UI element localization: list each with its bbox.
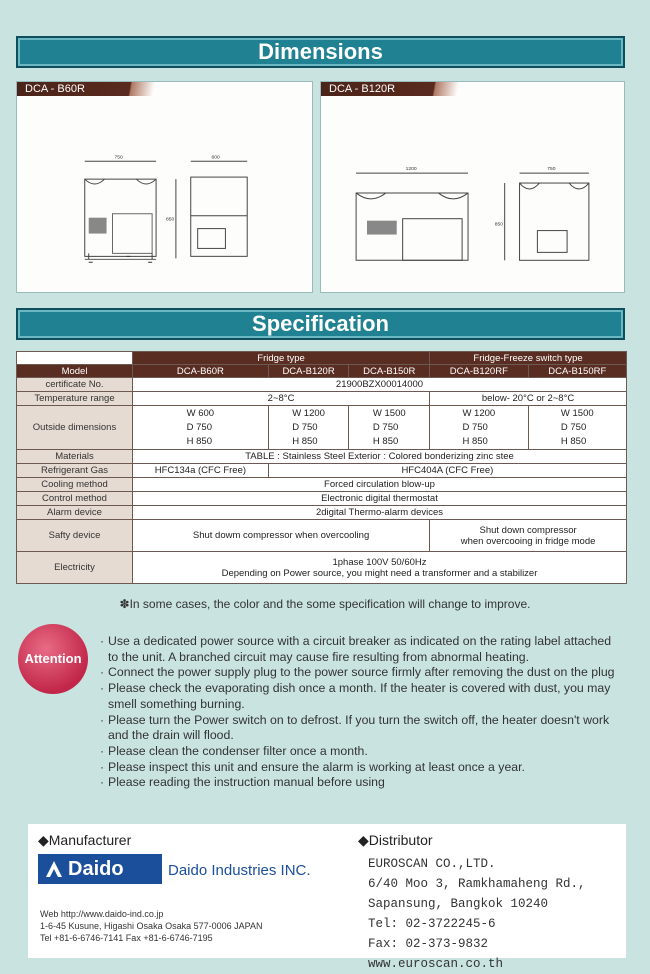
- distributor-line: Sapansung, Bangkok 10240: [368, 897, 549, 911]
- list-item: · Use a dedicated power source with a circuit breaker as indicated on the rating label attached to the unit. A branched circuit may cause fire resulting from abnormal heating.: [100, 634, 620, 665]
- list-item: · Please turn the Power switch on to defrost. If you turn the switch off, the heater doesn't work and the drain will flood.: [100, 713, 620, 744]
- phone-line: Tel +81-6-6746-7141 Fax +81-6-6746-7195: [40, 933, 213, 943]
- distributor-line: EUROSCAN CO.,LTD.: [368, 857, 496, 871]
- dims-cell: W 1200 D 750 H 850: [430, 406, 528, 450]
- dim-label: 1200: [405, 167, 417, 173]
- control-value: Electronic digital thermostat: [133, 492, 627, 506]
- gas-a: HFC134a (CFC Free): [133, 464, 269, 478]
- row-label: Electricity: [17, 552, 133, 584]
- b120r-diagram: [321, 82, 624, 292]
- cooling-value: Forced circulation blow-up: [133, 478, 627, 492]
- cert-value: 21900BZX00014000: [133, 378, 627, 392]
- attention-badge: Attention: [18, 624, 88, 694]
- dims-cell: W 1200 D 750 H 850: [268, 406, 349, 450]
- web-line: Web http://www.daido-ind.co.jp: [40, 909, 164, 919]
- temp-fridge: 2~8°C: [133, 392, 430, 406]
- distributor-line: www.euroscan.co.th: [368, 957, 504, 971]
- row-label: Control method: [17, 492, 133, 506]
- row-label: Outside dimensions: [17, 406, 133, 450]
- model-cell: DCA-B120R: [268, 365, 349, 378]
- distributor-address: [368, 854, 586, 974]
- gas-b: HFC404A (CFC Free): [268, 464, 626, 478]
- safety-a: Shut dowm compressor when overcooling: [133, 520, 430, 552]
- distributor-title: ◆Distributor: [358, 832, 433, 848]
- model-tab: DCA - B60R: [17, 82, 177, 96]
- manufacturer-box: [28, 824, 348, 958]
- distributor-line: 6/40 Moo 3, Ramkhamaheng Rd.,: [368, 877, 586, 891]
- list-item: · Please check the evaporating dish once a month. If the heater is covered with dust, you may smell something burning.: [100, 681, 620, 712]
- safety-b: Shut down compressor when overcooing in fridge mode: [430, 520, 627, 552]
- row-label: Refrigerant Gas: [17, 464, 133, 478]
- list-item: · Connect the power supply plug to the power source firmly after removing the dust on the plug: [100, 665, 620, 681]
- row-label: Safty device: [17, 520, 133, 552]
- dimension-panel-b60r: [16, 81, 313, 293]
- row-label: Alarm device: [17, 506, 133, 520]
- dimension-panel-b120r: [320, 81, 625, 293]
- row-label: certificate No.: [17, 378, 133, 392]
- dim-label: 750: [547, 167, 556, 173]
- distributor-line: Tel: 02-3722245-6: [368, 917, 496, 931]
- dim-label: 850: [165, 217, 175, 223]
- dim-label: 600: [211, 155, 220, 161]
- logo-text: Daido: [68, 858, 124, 880]
- model-cell: DCA-B150RF: [528, 365, 626, 378]
- distributor-line: Fax: 02-373-9832: [368, 937, 489, 951]
- dim-label: 850: [494, 222, 504, 228]
- model-label: Model: [17, 365, 133, 378]
- dimensions-banner: Dimensions: [16, 36, 625, 68]
- model-cell: DCA-B150R: [349, 365, 430, 378]
- row-label: Materials: [17, 450, 133, 464]
- daido-logo-icon: [44, 859, 64, 879]
- daido-logo: [38, 854, 162, 884]
- row-label: Temperature range: [17, 392, 133, 406]
- list-item: · Please clean the condenser filter once a month.: [100, 744, 620, 760]
- model-tab: DCA - B120R: [321, 82, 481, 96]
- model-cell: DCA-B60R: [133, 365, 269, 378]
- blank-cell: [17, 352, 133, 365]
- group-fridge: Fridge type: [133, 352, 430, 365]
- b60r-diagram: [17, 82, 312, 292]
- company-name: Daido Industries INC.: [168, 862, 311, 879]
- model-cell: DCA-B120RF: [430, 365, 528, 378]
- group-fridge-freeze: Fridge-Freeze switch type: [430, 352, 627, 365]
- row-label: Cooling method: [17, 478, 133, 492]
- dim-label: 750: [114, 155, 123, 161]
- electricity-value: 1phase 100V 50/60Hz Depending on Power source, you might need a transformer and a stabilizer: [133, 552, 627, 584]
- spec-table: [16, 351, 627, 584]
- list-item: · Please reading the instruction manual before using: [100, 775, 620, 791]
- distributor-box: [348, 824, 626, 971]
- dims-cell: W 1500 D 750 H 850: [349, 406, 430, 450]
- dims-cell: W 600 D 750 H 850: [133, 406, 269, 450]
- alarm-value: 2digital Thermo-alarm devices: [133, 506, 627, 520]
- manufacturer-title: ◆Manufacturer: [38, 832, 132, 848]
- dims-cell: W 1500 D 750 H 850: [528, 406, 626, 450]
- address-line: 1-6-45 Kusune, Higashi Osaka Osaka 577-0006 JAPAN: [40, 921, 263, 931]
- materials-value: TABLE : Stainless Steel Exterior : Colored bonderizing zinc stee: [133, 450, 627, 464]
- list-item: · Please inspect this unit and ensure the alarm is working at least once a year.: [100, 760, 620, 776]
- caution-list: [100, 634, 620, 791]
- manufacturer-address: [40, 908, 262, 944]
- specification-banner: Specification: [16, 308, 625, 340]
- improvement-note: ✽In some cases, the color and the some specification will change to improve.: [119, 597, 531, 611]
- temp-ff: below- 20°C or 2~8°C: [430, 392, 627, 406]
